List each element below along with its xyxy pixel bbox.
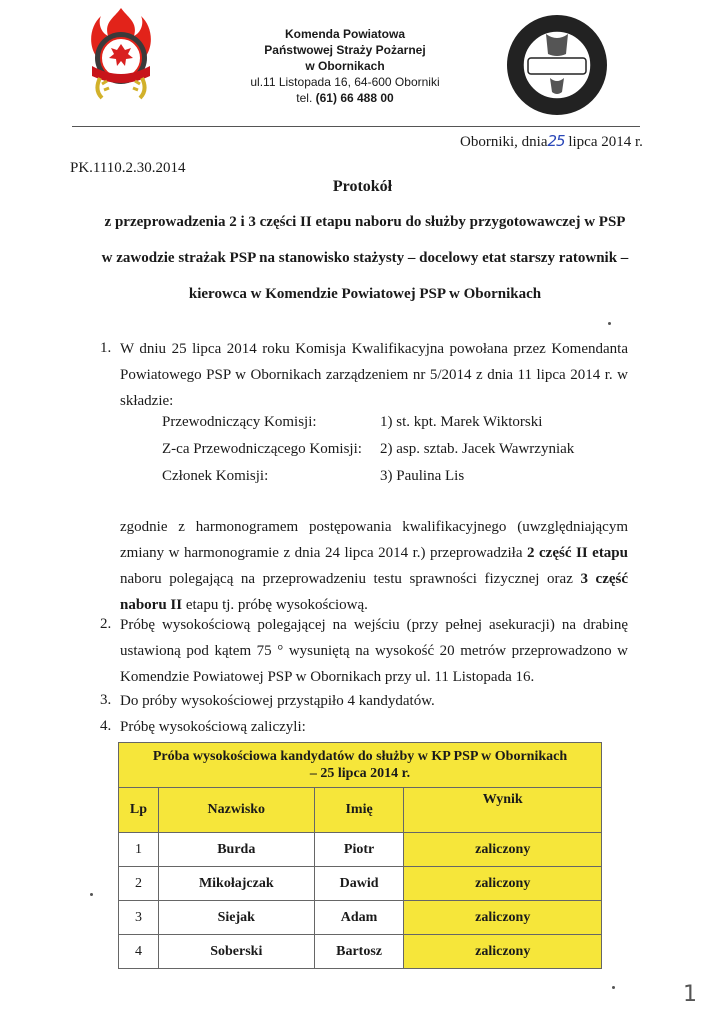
row-firstname: Bartosz <box>314 935 404 969</box>
item1-cont-a: zgodnie z harmonogramem postępowania kwalifikacyjnego (uwzględniającym zmiany w harmonogramie z dnia 24 lipca 2014 r.) przeprowadziła <box>120 519 628 561</box>
psp-emblem-logo <box>84 6 158 102</box>
org-phone <box>200 90 490 106</box>
row-lp: 2 <box>119 867 159 901</box>
results-table <box>118 742 602 969</box>
table-header-row <box>119 788 602 833</box>
psp-firefighter-emblem-icon <box>84 6 158 102</box>
row-surname: Siejak <box>158 901 314 935</box>
row-firstname: Piotr <box>314 833 404 867</box>
header-wynik: Wynik <box>404 788 602 833</box>
header-imie: Imię <box>314 788 404 833</box>
document-reference: PK.1110.2.30.2014 <box>70 160 186 176</box>
item2-text: Próbę wysokościową polegającej na wejściu (przy pełnej asekuracji) na drabinę ustawioną pod kątem 75 ° wysuniętą na wysokość 20 metrów przeprowadzono w Komendzie Powiatowej PSP w Obornikach przy ul. 11 Listopada 16. <box>120 617 628 685</box>
committee-person-1: 1) st. kpt. Marek Wiktorski <box>380 414 543 430</box>
committee-person-3: 3) Paulina Lis <box>380 468 465 484</box>
item1-cont-c: etapu tj. próbę wysokościową. <box>182 597 368 613</box>
committee-role-3: Członek Komisji: <box>162 468 269 484</box>
subtitle-line3: kierowca w Komendzie Powiatowej PSP w Obornikach <box>188 286 542 302</box>
item1-text: W dniu 25 lipca 2014 roku Komisja Kwalifikacyjna powołana przez Komendanta Powiatowego PSP w Obornikach zarządzeniem nr 5/2014 z dnia 11 lipca 2014 r. w składzie: <box>120 341 628 409</box>
row-surname: Soberski <box>158 935 314 969</box>
row-lp: 4 <box>119 935 159 969</box>
table-row <box>119 935 602 969</box>
date-suffix: lipca 2014 r. <box>568 134 643 150</box>
row-lp: 3 <box>119 901 159 935</box>
phone-label: tel. <box>296 91 313 105</box>
item2-number: 2. <box>100 616 112 632</box>
row-surname: Mikołajczak <box>158 867 314 901</box>
scan-speck <box>90 893 93 896</box>
item3-text: Do próby wysokościowej przystąpiło 4 kandydatów. <box>120 693 435 709</box>
item1-cont-b: naboru polegającą na przeprowadzeniu testu sprawności fizycznej oraz <box>120 571 581 587</box>
row-result: zaliczony <box>404 867 602 901</box>
row-firstname: Adam <box>314 901 404 935</box>
row-result: zaliczony <box>404 833 602 867</box>
table-caption <box>119 743 602 788</box>
table-caption-row <box>119 743 602 788</box>
org-name-line3: w Obornikach <box>305 59 385 73</box>
row-surname: Burda <box>158 833 314 867</box>
date-prefix: Oborniki, dnia <box>460 134 548 150</box>
document-title: Protokół <box>332 178 393 195</box>
kp-psp-oborniki-seal <box>506 14 608 116</box>
subtitle-line2: w zawodzie strażak PSP na stanowisko stażysty – docelowy etat starszy ratownik – <box>101 250 629 266</box>
subtitle-line1: z przeprowadzenia 2 i 3 części II etapu naboru do służby przygotowawczej w PSP <box>104 214 626 230</box>
row-lp: 1 <box>119 833 159 867</box>
item4-number: 4. <box>100 718 112 734</box>
committee-role-2: Z-ca Przewodniczącego Komisji: <box>162 441 362 457</box>
row-firstname: Dawid <box>314 867 404 901</box>
date-day-handwritten: 25 <box>547 132 565 150</box>
table-row <box>119 901 602 935</box>
org-name-line2: Państwowej Straży Pożarnej <box>264 43 426 57</box>
committee-person-2: 2) asp. sztab. Jacek Wawrzyniak <box>380 441 575 457</box>
scan-speck <box>608 322 611 325</box>
org-name-line1: Komenda Powiatowa <box>284 27 406 41</box>
item1-bold-b: 3 część naboru II <box>120 571 629 613</box>
header-nazwisko: Nazwisko <box>158 788 314 833</box>
item3-number: 3. <box>100 692 112 708</box>
item1-number: 1. <box>100 340 112 356</box>
table-row <box>119 867 602 901</box>
scan-speck <box>612 986 615 989</box>
kp-psp-oborniki-seal-icon <box>506 14 608 116</box>
header-divider <box>72 126 640 127</box>
row-result: zaliczony <box>404 901 602 935</box>
header-lp: Lp <box>119 788 159 833</box>
row-result: zaliczony <box>404 935 602 969</box>
org-address: ul.11 Listopada 16, 64-600 Oborniki <box>250 75 440 89</box>
table-row <box>119 833 602 867</box>
table-caption-line1: Próba wysokościowa kandydatów do służby w KP PSP w Obornikach <box>152 749 568 764</box>
item4-text: Próbę wysokościową zaliczyli: <box>120 719 306 735</box>
item1-bold-a: 2 część II etapu <box>527 545 628 561</box>
page-number-handwritten: 1 <box>683 982 697 1007</box>
committee-role-1: Przewodniczący Komisji: <box>162 414 317 430</box>
place-and-date <box>460 132 643 151</box>
table-caption-line2: – 25 lipca 2014 r. <box>309 766 411 781</box>
phone-number: (61) 66 488 00 <box>315 91 394 105</box>
organization-header <box>200 26 490 106</box>
item1-continuation <box>120 514 628 618</box>
